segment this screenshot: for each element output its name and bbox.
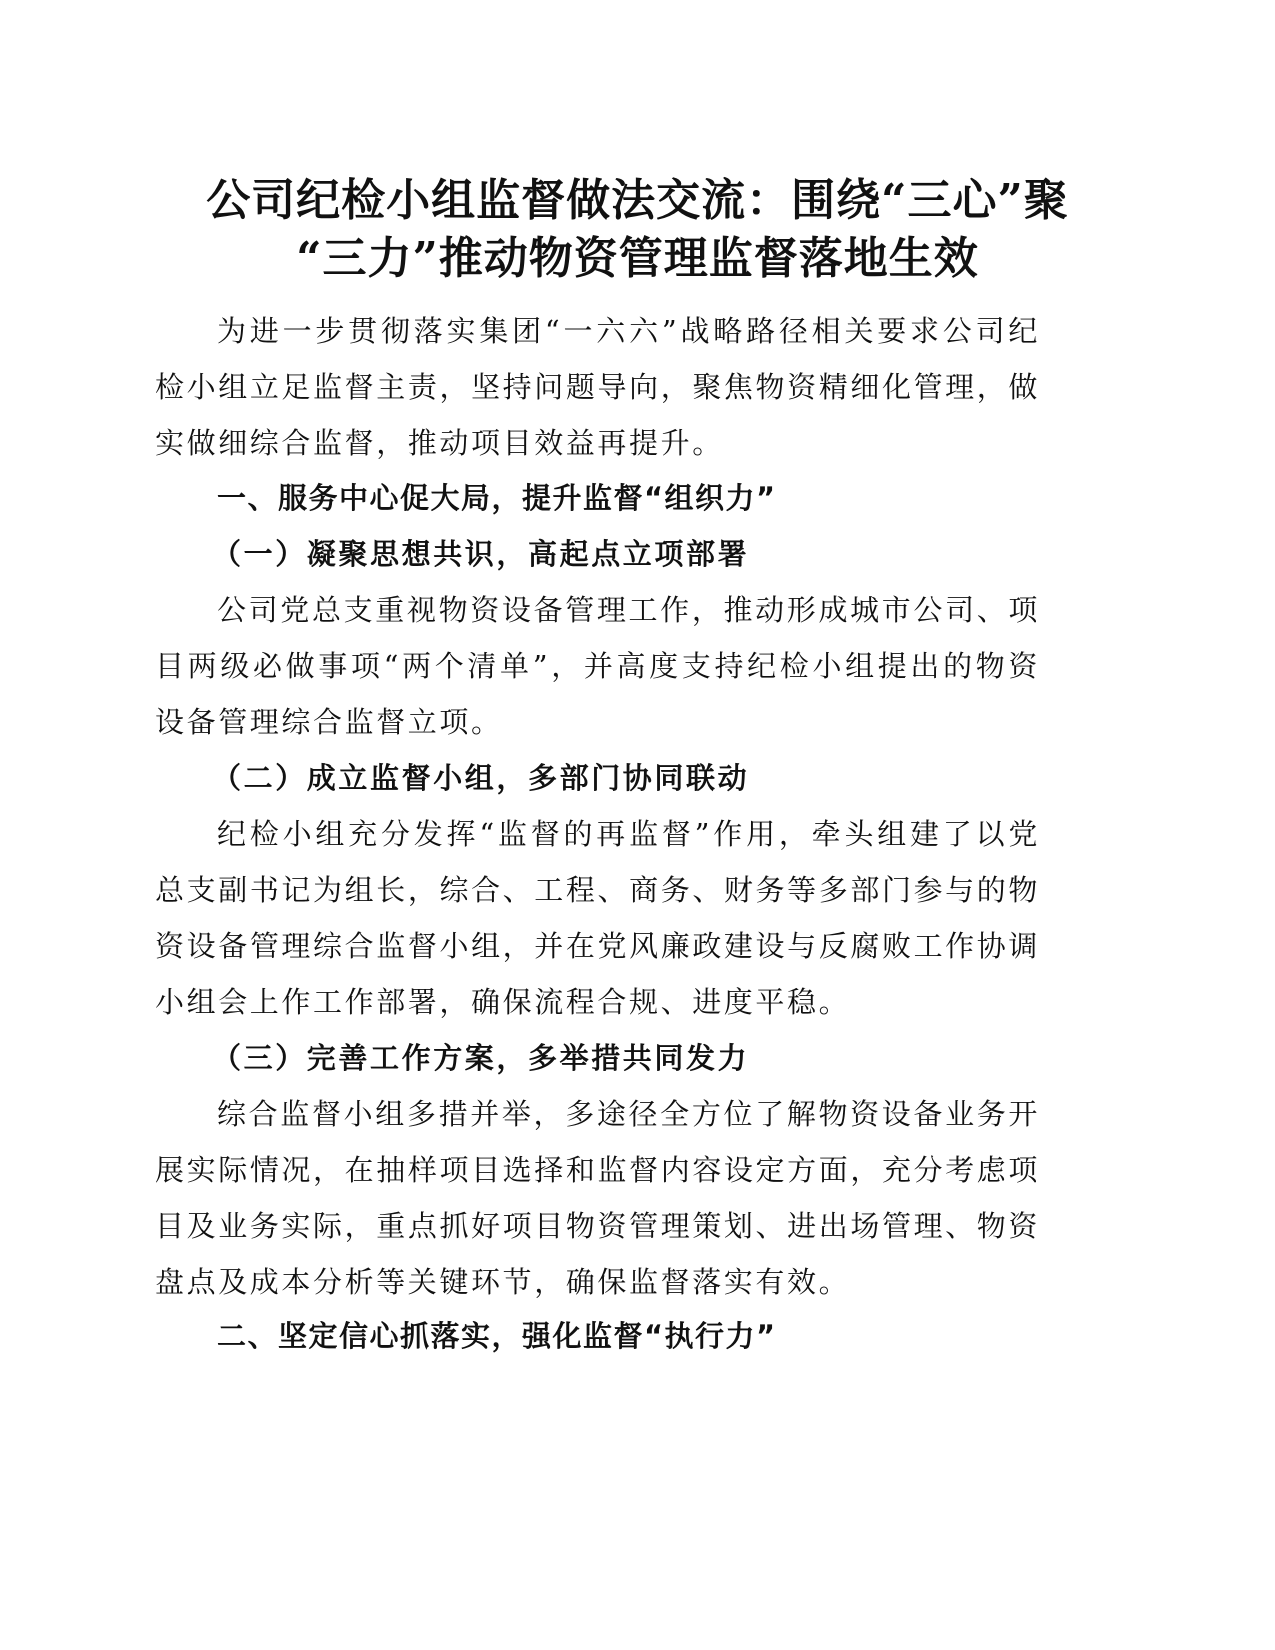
subsection-3-heading: （三）完善工作方案，多举措共同发力 <box>212 1041 750 1075</box>
subsection-2-heading: （二）成立监督小组，多部门协同联动 <box>212 761 750 795</box>
document-title-line-1: 公司纪检小组监督做法交流：围绕“三心”聚 <box>206 175 1069 226</box>
section-1-heading: 一、服务中心促大局，提升监督“组织力” <box>217 481 777 515</box>
document-title-line-2: “三力”推动物资管理监督落地生效 <box>296 233 979 284</box>
subsection-3-paragraph: 综合监督小组多措并举，多途径全方位了解物资设备业务开展实际情况，在抽样项目选择和监督内容设定方面，充分考虑项目及业务实际，重点抓好项目物资管理策划、进出场管理、物资盘点及成本分析等关键环节，确保监督落实有效。 <box>155 1097 1040 1299</box>
subsection-2-paragraph: 纪检小组充分发挥“监督的再监督”作用，牵头组建了以党总支副书记为组长，综合、工程、商务、财务等多部门参与的物资设备管理综合监督小组，并在党风廉政建设与反腐败工作协调小组会上作工作部署，确保流程合规、进度平稳。 <box>155 817 1040 1019</box>
intro-paragraph: 为进一步贯彻落实集团“一六六”战略路径相关要求公司纪检小组立足监督主责，坚持问题导向，聚焦物资精细化管理，做实做细综合监督，推动项目效益再提升。 <box>155 314 1040 460</box>
subsection-1-heading: （一）凝聚思想共识，高起点立项部署 <box>212 537 750 571</box>
section-2-heading: 二、坚定信心抓落实，强化监督“执行力” <box>217 1319 777 1353</box>
subsection-1-paragraph: 公司党总支重视物资设备管理工作，推动形成城市公司、项目两级必做事项“两个清单”，并高度支持纪检小组提出的物资设备管理综合监督立项。 <box>155 593 1040 739</box>
